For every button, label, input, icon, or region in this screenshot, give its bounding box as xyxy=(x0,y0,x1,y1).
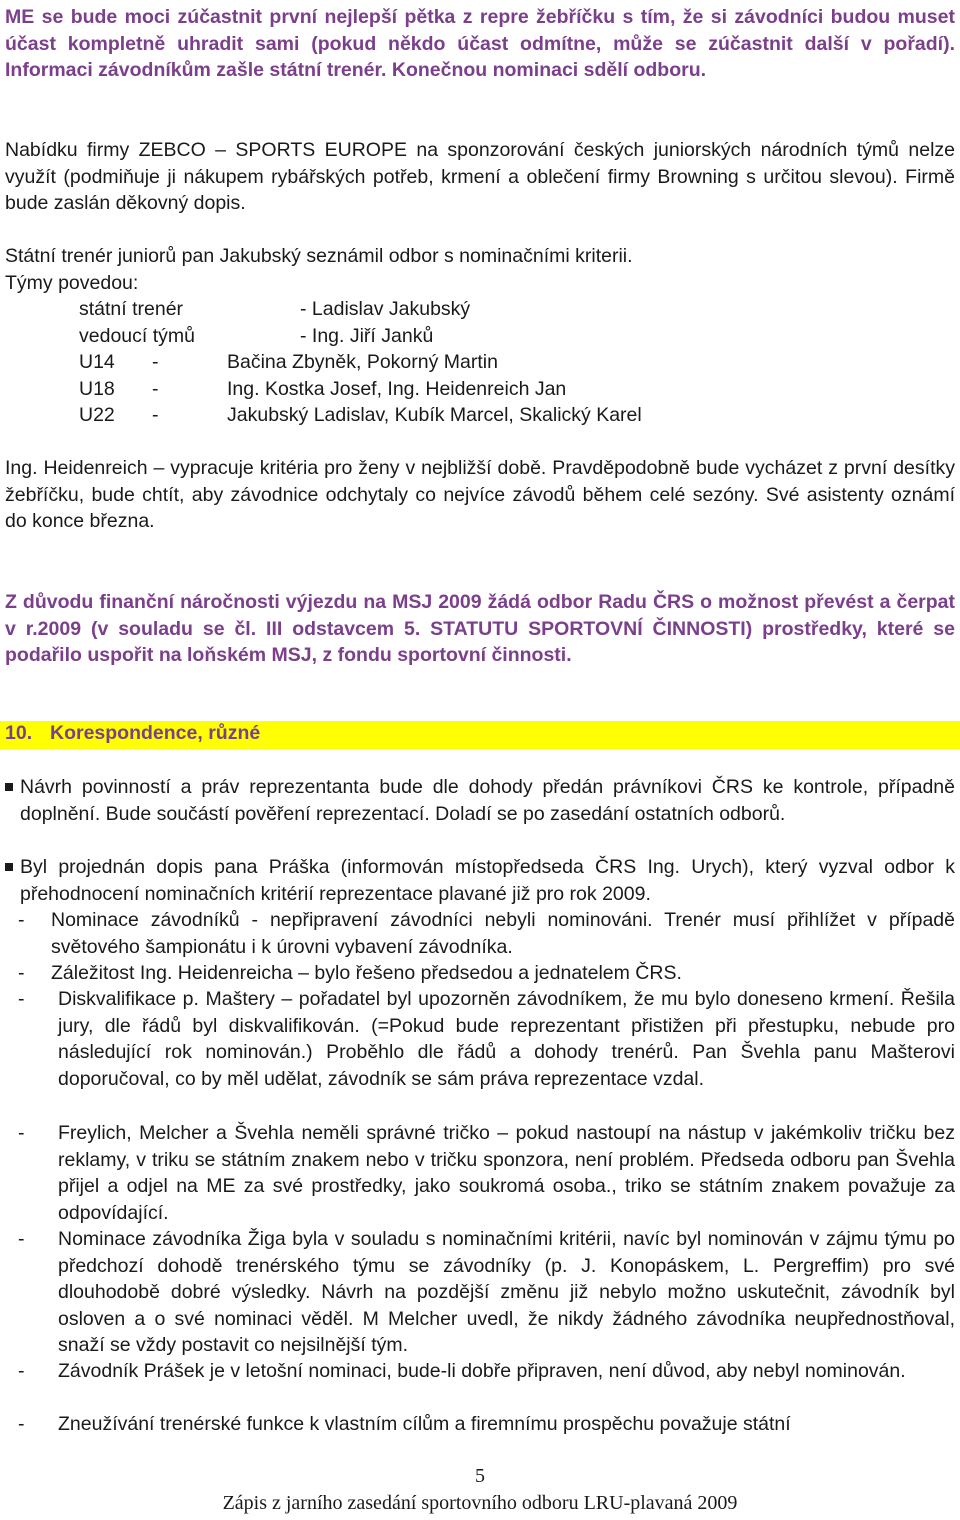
dash-text: Nominace závodníků - nepřipravení závodníci nebyli nominováni. Trenér musí přihlížet v případě světového šampionátu i k úrovni vybavení závodníka. xyxy=(51,909,955,958)
dash-text: Zneužívání trenérské funkce k vlastním cílům a firemnímu prospěchu považuje státní xyxy=(58,1413,791,1435)
team-dash: - xyxy=(152,404,159,426)
finance-paragraph: Z důvodu finanční náročnosti výjezdu na MSJ 2009 žádá odbor Radu ČRS o možnost převést a čerpat v r.2009 (v souladu se čl. III odstavcem 5. STATUTU SPORTOVNÍ ČINNOSTI) prostředky, které se podařilo uspořit na loňském MSJ, z fondu sportovní činnosti. xyxy=(5,591,955,666)
dash-text: Závodník Prášek je v letošní nominaci, bude-li dobře připraven, není důvod, aby nebyl nominován. xyxy=(58,1360,906,1382)
intro-paragraph: ME se bude moci zúčastnit první nejlepší pětka z repre žebříčku s tím, že si závodníci budou muset účast kompletně uhradit sami (pokud někdo účast odmítne, může se zúčastnit další v pořadí). Informaci závodníkům zašle státní trenér. Konečnou nominaci sdělí odboru. xyxy=(5,6,955,81)
bullet-text: Návrh povinností a práv reprezentanta bude dle dohody předán právníkovi ČRS ke kontrole, případně doplnění. Bude součástí pověření reprezentací. Doladí se po zasedání ostatních odborů. xyxy=(20,776,955,825)
list-item xyxy=(5,854,955,907)
list-item xyxy=(5,907,955,960)
dash-text: Freylich, Melcher a Švehla neměli správné tričko – pokud nastoupí na nástup v jakémkoliv tričku bez reklamy, v triku se státním znakem nebo v tričku sponzora, není problém. Předseda odboru pan Švehla přijel a odjel na ME za své prostředky, jako soukromá osoba., triko se státním znakem považuje za odpovídající. xyxy=(58,1122,955,1224)
list-item xyxy=(5,1120,955,1226)
square-bullet-icon xyxy=(5,863,13,871)
dash-text: Záležitost Ing. Heidenreicha – bylo řešeno předsedou a jednatelem ČRS. xyxy=(51,962,682,984)
dash-marker: - xyxy=(18,1413,25,1435)
dash-marker: - xyxy=(18,1360,25,1382)
team-names: Jakubský Ladislav, Kubík Marcel, Skalický Karel xyxy=(227,404,642,426)
team-dash: - xyxy=(152,377,159,400)
list-item xyxy=(5,1226,955,1359)
list-item xyxy=(5,774,955,827)
teams-table xyxy=(79,296,939,429)
list-item xyxy=(5,1411,955,1438)
dash-marker: - xyxy=(18,1122,25,1144)
team-role: U22 xyxy=(79,404,115,426)
list-item xyxy=(5,1358,955,1385)
table-row xyxy=(79,402,939,429)
list-item xyxy=(5,960,955,987)
dash-marker: - xyxy=(18,1228,25,1250)
team-role: U18 xyxy=(79,377,115,400)
list-item xyxy=(5,986,955,1092)
table-row xyxy=(79,349,939,376)
section-title: Korespondence, různé xyxy=(50,722,261,744)
bullet-text: Byl projednán dopis pana Práška (informován místopředseda ČRS Ing. Urych), který vyzval odbor k přehodnocení nominačních kritérií reprezentace plavané již pro rok 2009. xyxy=(20,856,955,905)
team-role: vedoucí týmů xyxy=(79,324,195,347)
section-heading xyxy=(0,721,960,749)
criteria-paragraph: Státní trenér juniorů pan Jakubský seznámil odbor s nominačními kriterii. xyxy=(5,245,633,267)
page-number: 5 xyxy=(475,1465,485,1487)
section-number: 10. xyxy=(5,722,33,744)
square-bullet-icon xyxy=(5,783,13,791)
table-row xyxy=(79,376,939,403)
zebco-paragraph: Nabídku firmy ZEBCO – SPORTS EUROPE na sponzorování českých juniorských národních týmů nelze využít (podmiňuje ji nákupem rybářských potřeb, krmení a oblečení firmy Browning s určitou slevou). Firmě bude zaslán děkovný dopis. xyxy=(5,139,955,214)
team-role: státní trenér xyxy=(79,298,184,320)
team-names: Bačina Zbyněk, Pokorný Martin xyxy=(227,351,498,373)
footer-title: Zápis z jarního zasedání sportovního odboru LRU-plavaná 2009 xyxy=(222,1492,738,1514)
dash-marker: - xyxy=(18,988,25,1010)
dash-marker: - xyxy=(18,962,25,984)
dash-text: Nominace závodníka Žiga byla v souladu s nominačními kritérii, navíc byl nominován v zájmu týmu po předchozí dohodě trenérského týmu se závodníky (p. J. Konopáskem, L. Pergreffim) pro své dlouhodobě dobré výsledky. Návrh na pozdější změnu již nebylo možno uskutečnit, závodník byl osloven a o své nominaci věděl. M Melcher uvedl, že nikdy žádného závodníka neupřednostňoval, snaží se vždy postavit co nejsilnější tým. xyxy=(58,1228,955,1356)
table-row xyxy=(79,296,939,323)
dash-marker: - xyxy=(18,909,25,931)
heidenreich-paragraph: Ing. Heidenreich – vypracuje kritéria pro ženy v nejbližší době. Pravděpodobně bude vycházet z první desítky žebříčku, bude chtít, aby závodnice odchytaly co nejvíce závodů během celé sezóny. Své asistenty oznámí do konce března. xyxy=(5,457,955,532)
teams-label: Týmy povedou: xyxy=(5,272,139,294)
dash-text: Diskvalifikace p. Maštery – pořadatel byl upozorněn závodníkem, že mu bylo doneseno krmení. Řešila jury, dle řádů byl diskvalifikován. (=Pokud bude reprezentant přistižen při přestupku, nebude pro následující rok nominován.) Proběhlo dle řádů a dohody trenérů. Pan Švehla panu Mašterovi doporučoval, co by měl udělat, závodník se sám práva reprezentace vzdal. xyxy=(58,988,955,1090)
team-role: U14 xyxy=(79,351,115,373)
team-names: Ing. Kostka Josef, Ing. Heidenreich Jan xyxy=(227,377,567,400)
team-names: - Ing. Jiří Janků xyxy=(300,324,434,347)
table-row xyxy=(79,323,939,350)
team-names: - Ladislav Jakubský xyxy=(300,298,471,320)
team-dash: - xyxy=(152,351,159,373)
